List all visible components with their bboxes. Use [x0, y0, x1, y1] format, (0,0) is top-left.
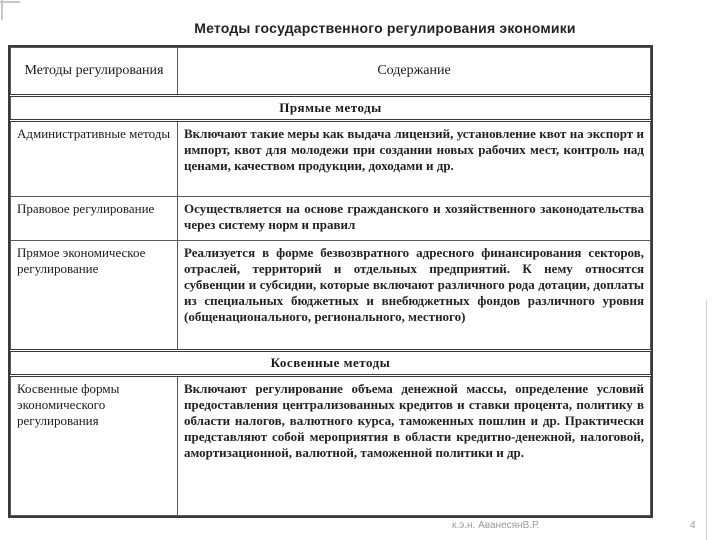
page-title: Методы государственного регулирования экономики — [194, 20, 576, 36]
footer-author: к.э.н. АванесянВ.Р. — [452, 520, 540, 531]
table-row — [11, 241, 651, 351]
section-title-indirect: Косвенные методы — [11, 351, 651, 376]
section-row-direct — [11, 96, 651, 121]
header-content: Содержание — [178, 48, 651, 96]
method-content: Реализуется в форме безвозвратного адресного финансирования секторов, отраслей, территорий и отдельных предприятий. К нему относятся субвенции и субсидии, которые включают различного рода дотации, доплаты из специальных бюджетных и внебюджетных фондов различного уровня (общенационального, регионального, местного) — [178, 241, 651, 351]
table-row — [11, 376, 651, 516]
method-name: Правовое регулирование — [11, 197, 178, 241]
method-name: Прямое экономическое регулирование — [11, 241, 178, 351]
divider — [706, 300, 707, 540]
method-content: Осуществляется на основе гражданского и хозяйственного законодательства через систему норм и правил — [178, 197, 651, 241]
section-title-direct: Прямые методы — [11, 96, 651, 121]
method-name: Косвенные формы экономического регулирования — [11, 376, 178, 516]
table-row — [11, 197, 651, 241]
section-row-indirect — [11, 351, 651, 376]
method-content: Включают такие меры как выдача лицензий, установление квот на экспорт и импорт, квот для молодежи при создании новых рабочих мест, контроль над ценами, качеством продукции, доходами и др. — [178, 121, 651, 197]
page-number: 4 — [690, 520, 696, 531]
table-header-row — [11, 48, 651, 96]
method-content: Включают регулирование объема денежной массы, определение условий предоставления централизованных кредитов и ставки процента, политику в области налогов, валютного курса, таможенных пошлин и др. Практически представляют собой мероприятия в области кредитно-денежной, налоговой, амортизационной, валютной, таможенной политики и др. — [178, 376, 651, 516]
method-name: Административные методы — [11, 121, 178, 197]
methods-table — [8, 45, 653, 518]
table-row — [11, 121, 651, 197]
header-methods: Методы регулирования — [11, 48, 178, 96]
corner-decoration-icon — [0, 0, 22, 22]
